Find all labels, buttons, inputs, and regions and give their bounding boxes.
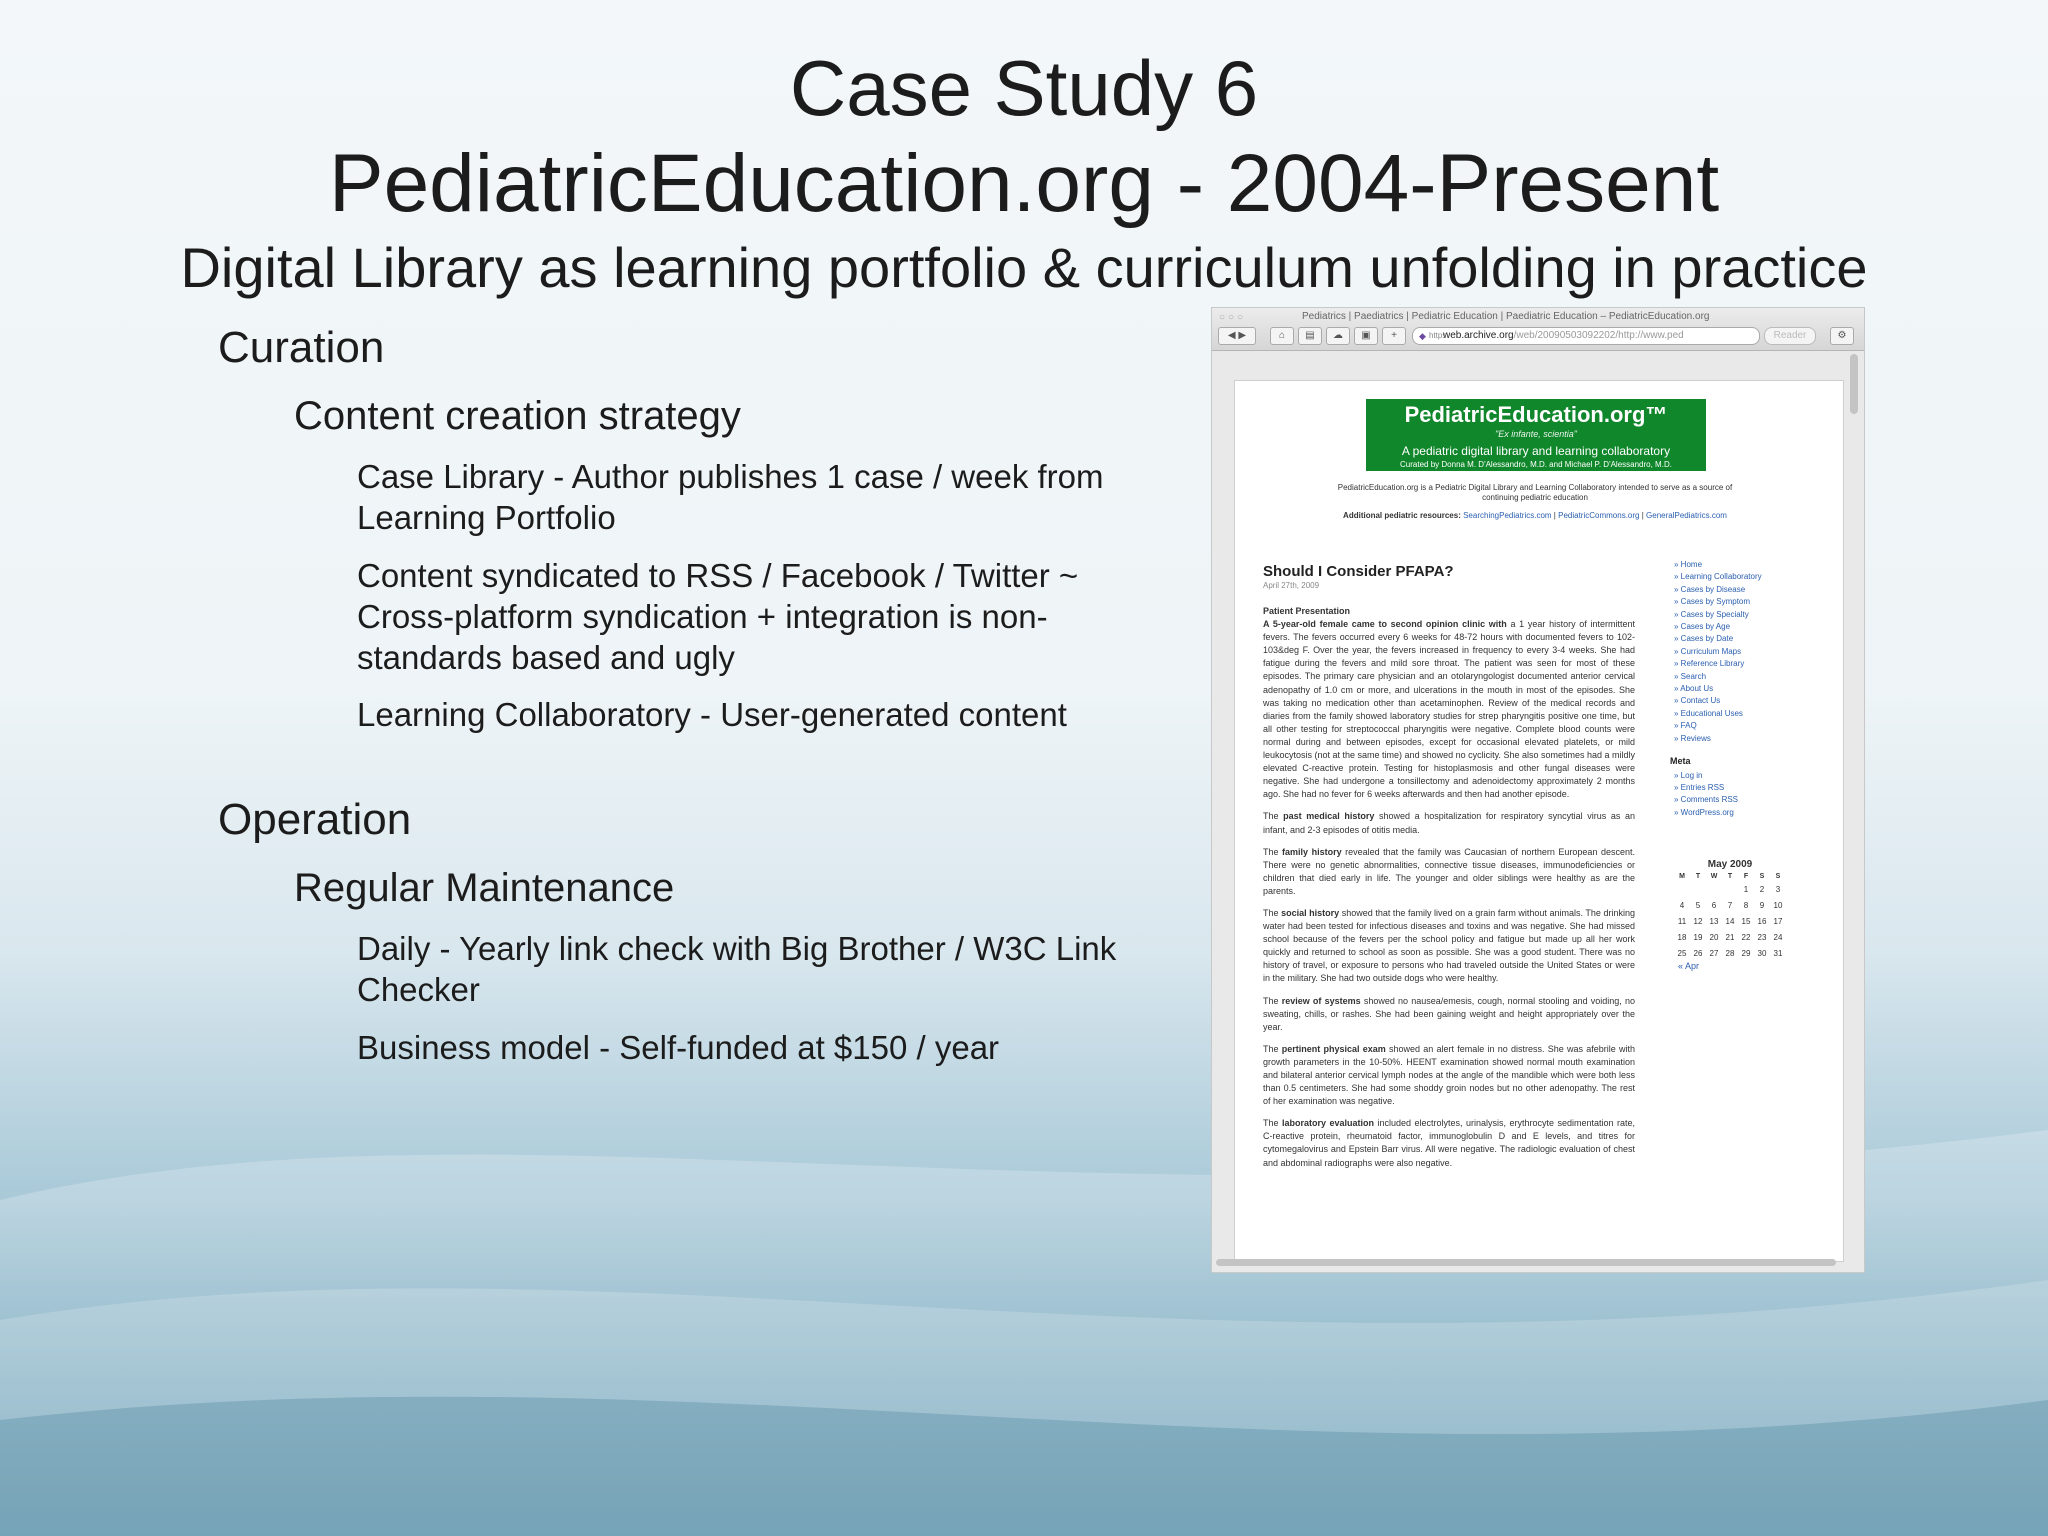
site-tagline: A pediatric digital library and learning collaboratory [1401,444,1671,458]
paragraph-lead: review of systems [1281,995,1361,1006]
browser-toolbar [1212,308,1864,351]
paragraph-prefix: The [1263,1043,1282,1054]
calendar-day: 26 [1693,948,1703,958]
paragraph-lead: laboratory evaluation [1282,1118,1375,1129]
sidebar-nav-link: » FAQ [1674,721,1697,731]
article-paragraph [1263,1043,1635,1108]
calendar-day: 5 [1695,900,1701,910]
calendar-day [1706,881,1722,897]
calendar-week [1674,881,1786,897]
slide-title: Case Study 6 [789,44,1259,132]
bullet-link-check: Daily - Yearly link check with Big Brother / W3C Link Checker [357,930,1117,1008]
calendar-day: 24 [1773,932,1783,942]
calendar-week [1674,945,1786,961]
site-motto: "Ex infante, scientia" [1495,429,1577,439]
calendar-day [1722,881,1738,897]
sidebar-nav-link: » Reference Library [1674,659,1745,669]
vertical-scrollbar [1850,354,1858,414]
site-brand: PediatricEducation.org™ [1404,402,1668,427]
calendar-day [1674,881,1690,897]
paragraph-prefix: The [1263,1118,1282,1129]
bullet-learning-collaboratory: Learning Collaboratory - User-generated content [357,696,1067,733]
calendar-day: 12 [1693,916,1703,926]
calendar-day: 28 [1725,948,1735,958]
calendar-day: 19 [1693,932,1703,942]
settings-icon: ⚙ [1830,327,1854,345]
meta-heading: Meta [1670,756,1691,767]
section-heading: Patient Presentation [1263,606,1351,616]
additional-resources: Additional pediatric resources: SearchingPediatrics.com | PediatricCommons.org | GeneralPediatrics.com [1343,511,1727,520]
paragraph-prefix: The [1263,811,1284,822]
reader-button: Reader [1764,327,1816,345]
calendar-widget [1674,859,1786,971]
meta-link: » Log in [1674,770,1703,780]
calendar-day: 20 [1709,932,1719,942]
bullet-case-library: Case Library - Author publishes 1 case / week from Learning Portfolio [357,458,1104,536]
bullet-business-model: Business model - Self-funded at $150 / year [357,1029,1000,1066]
article-paragraph [1263,618,1635,801]
print-icon: ▤ [1298,327,1322,345]
calendar-day: 17 [1773,916,1783,926]
calendar-day: 23 [1757,932,1767,942]
calendar-day: 2 [1759,884,1765,894]
site-banner [1366,399,1706,471]
website-screenshot [1212,308,1864,1272]
paragraph-text: a 1 year history of intermittent fevers. The fevers occurred every 6 weeks for 48-72 hours with documented fevers to 102-103&deg F. Over the year, the fevers increased in frequency to every 3-4 weeks. She had fatigue during the fevers and mild sore throat. The patient was seen for most of these episodes. The primary care physician and an otolaryngologist documented anterior cervical adenopathy of 1.0 cm or more, and ulcerations in the mouth in most of the episodes. She was taking no medication other than acetaminophen. Review of the medical records and diaries from the family showed laboratory studies for strep pharyngitis positive one time, but all other testing for streptococcal pharyngitis were negative. Complete blood counts were normal during and between episodes, except for occasional elevated platelets, or mild leukocytosis (not at the same time) and showed no cyclicity. She also sometimes had a mildly elevated C-reactive protein. Testing for histoplasmosis and other fungal diseases were negative. She had undergone a tonsillectomy and adenoidectomy approximately 2 months ago. She had no fever for 6 weeks afterwards and then had another episode. [1263,619,1635,800]
slide-subtitle: Digital Library as learning portfolio & curriculum unfolding in practice [180,236,1868,299]
window-title: Pediatrics | Paediatrics | Pediatric Education | Paediatric Education – PediatricEducation.org [1302,311,1710,322]
resource-link: PediatricCommons.org [1558,511,1640,520]
calendar-day: 8 [1743,900,1749,910]
sidebar-nav-link: » Cases by Specialty [1674,609,1749,619]
home-icon: ⌂ [1270,327,1294,345]
paragraph-prefix: The [1263,995,1282,1006]
calendar-day: 30 [1757,948,1767,958]
resources-label: Additional pediatric resources: [1343,511,1461,520]
calendar-weekday: T [1695,873,1701,880]
article-paragraph [1263,907,1635,986]
calendar-table [1674,872,1786,961]
calendar-day: 21 [1725,932,1735,942]
slide-title-site: PediatricEducation.org - 2004-Present [328,138,1720,229]
sidebar-nav-link: » Contact Us [1674,696,1721,706]
calendar-day: 7 [1727,900,1733,910]
paragraph-lead: past medical history [1283,811,1375,822]
calendar-day: 27 [1709,948,1719,958]
paragraph-prefix: The [1263,846,1283,857]
paragraph-text: showed that the family lived on a grain farm without animals. The drinking water had been tested for infectious diseases and toxins and was negative. She had missed school because of the fevers per the school policy and fatigue but made up all her work quickly and returned to school as soon as possible. She was a good student. There was no history of travel, or exposure to persons who had traveled outside the United States or were in the military. She had two outside dogs who were healthy. [1263,907,1635,984]
calendar-title: May 2009 [1707,859,1753,870]
post-article [1263,605,1635,1179]
archive-icon: ▣ [1354,327,1378,345]
calendar-day [1690,881,1706,897]
sidebar-nav-link: » Search [1674,671,1707,681]
sidebar-nav-link: » Cases by Disease [1674,584,1746,594]
post-date: April 27th, 2009 [1263,581,1320,590]
bullet-curation: Curation [218,323,385,372]
url-scheme: https [1429,331,1447,340]
paragraph-lead: social history [1281,907,1340,918]
webpage-content [1234,380,1844,1262]
window-controls-icon: ○○○ [1219,312,1247,323]
calendar-day: 16 [1757,916,1767,926]
sidebar-nav-link: » Cases by Symptom [1674,597,1751,607]
site-intro: PediatricEducation.org is a Pediatric Digital Library and Learning Collaboratory intended to serve as a source of continuing pediatric education [1337,483,1733,502]
back-forward-icon: ◀ ▶ [1218,327,1256,345]
bullet-operation: Operation [218,795,412,844]
sidebar-nav-link: » Cases by Date [1674,634,1734,644]
calendar-day: 25 [1677,948,1687,958]
horizontal-scrollbar [1216,1259,1836,1266]
calendar-day: 29 [1741,948,1751,958]
calendar-day: 9 [1759,900,1765,910]
bullet-content-creation-strategy: Content creation strategy [294,394,741,438]
calendar-day: 22 [1741,932,1751,942]
calendar-day: 4 [1679,900,1685,910]
article-paragraph [1263,810,1635,836]
calendar-week [1674,897,1786,913]
calendar-weekday: T [1727,873,1733,880]
paragraph-text: showed a hospitalization for respiratory syncytial virus as an infant, and 2-3 episodes of otitis media. [1263,811,1635,835]
site-curators: Curated by Donna M. D'Alessandro, M.D. and Michael P. D'Alessandro, M.D. [1400,460,1672,469]
sidebar-nav-link: » Learning Collaboratory [1674,572,1762,582]
cloud-icon: ☁ [1326,327,1350,345]
calendar-day: 6 [1711,900,1717,910]
paragraph-text: included electrolytes, urinalysis, erythrocyte sedimentation rate, C-reactive protein, rheumatoid factor, immunoglobulin D and E levels, and titres for cytomegalovirus and Epstein Barr virus. All were negative. The radiologic evaluation of chest and abdominal radiographs were also negative. [1263,1118,1636,1168]
sidebar-nav-link: » Cases by Age [1674,622,1731,632]
post-title: Should I Consider PFAPA? [1263,563,1454,580]
paragraph-prefix: The [1263,907,1282,918]
calendar-day: 3 [1775,884,1781,894]
calendar-prev-link: « Apr [1678,961,1700,971]
url-host: web.archive.org [1443,330,1514,341]
calendar-day: 1 [1743,884,1749,894]
calendar-day: 31 [1773,948,1783,958]
calendar-day: 14 [1725,916,1735,926]
calendar-day: 18 [1677,932,1687,942]
sidebar-nav-link: » About Us [1674,684,1714,694]
calendar-weekday: S [1775,873,1781,880]
resource-link: SearchingPediatrics.com [1463,511,1552,520]
add-bookmark-icon: + [1382,327,1406,345]
address-bar [1412,327,1760,345]
paragraph-text: showed an alert female in no distress. She was afebrile with growth parameters in the 10-50%. HEENT examination showed normal mouth examination and bilateral anterior cervical lymph nodes at the angle of the mandible which were both less than 0.5 centimeters. She had some shoddy groin nodes but no other adenopathy. The rest of her examination was negative. [1263,1043,1635,1107]
paragraph-lead: family history [1282,846,1342,857]
paragraph-lead: pertinent physical exam [1281,1043,1386,1054]
meta-link: » WordPress.org [1674,807,1734,817]
sidebar-nav-link: » Curriculum Maps [1674,646,1742,656]
site-favicon-icon: ◆ [1419,331,1426,341]
calendar-weekday: F [1743,873,1749,880]
paragraph-lead: A 5-year-old female came to second opinion clinic with [1263,619,1507,630]
article-paragraph [1263,846,1635,898]
bullet-regular-maintenance: Regular Maintenance [294,866,675,910]
sidebar-nav-link: » Reviews [1674,733,1711,743]
meta-link: » Entries RSS [1674,782,1725,792]
sidebar-nav [1670,559,1794,819]
calendar-week [1674,913,1786,929]
paragraph-text: showed no nausea/emesis, cough, normal stooling and voiding, no sweating, chills, or rashes. She had been gaining weight and height appropriately over the year. [1263,995,1635,1032]
article-paragraph [1263,995,1635,1034]
calendar-weekday: M [1679,873,1685,880]
meta-link: » Comments RSS [1674,795,1739,805]
sidebar-nav-link: » Educational Uses [1674,708,1743,718]
sidebar-nav-link: » Home [1674,560,1703,569]
calendar-week [1674,929,1786,945]
paragraph-text: revealed that the family was Caucasian of northern European descent. There were no genetic abnormalities, connective tissue diseases, immunodeficiencies or children that died early in life. The younger and older siblings were healthy as are the parents. [1263,846,1635,896]
calendar-day: 10 [1773,900,1783,910]
resource-link: GeneralPediatrics.com [1646,511,1727,520]
calendar-day: 13 [1709,916,1719,926]
article-paragraph [1263,1117,1635,1169]
calendar-weekday: S [1759,873,1765,880]
calendar-weekday: W [1710,873,1718,880]
calendar-day: 11 [1677,916,1687,926]
bullet-content-syndicated: Content syndicated to RSS / Facebook / Twitter ~ Cross-platform syndication + integration is non-standards based and ugly [357,557,1079,676]
url-path: /web/20090503092202/http://www.ped [1513,330,1684,341]
calendar-day: 15 [1741,916,1751,926]
